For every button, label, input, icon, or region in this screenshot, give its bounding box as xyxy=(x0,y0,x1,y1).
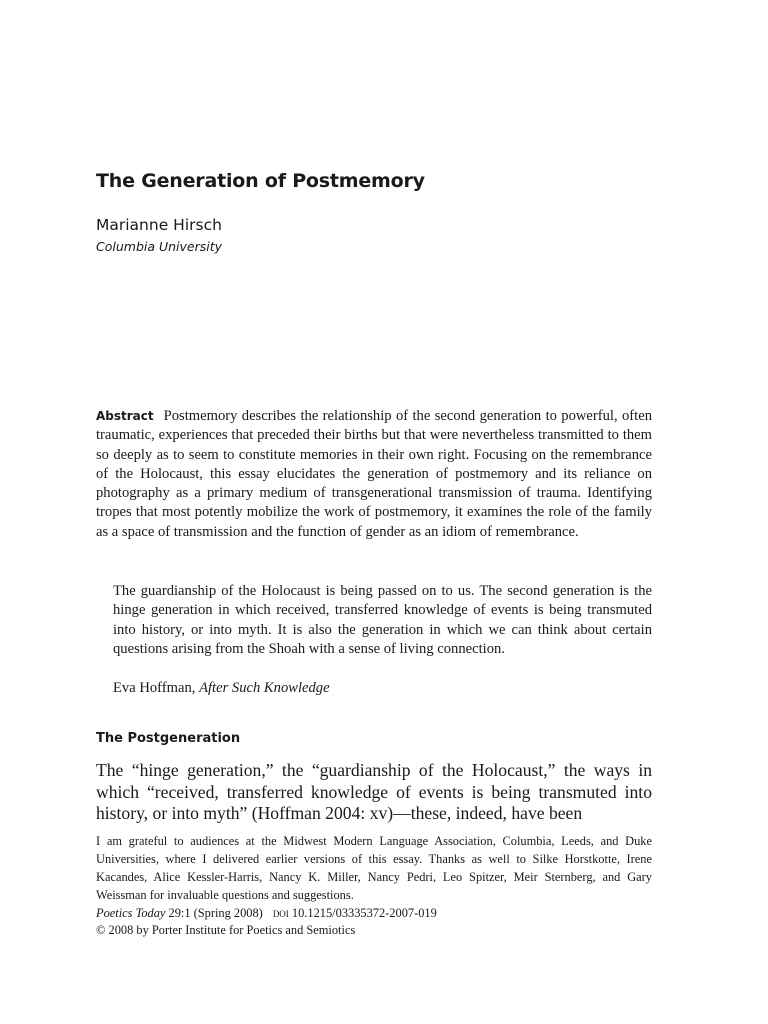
abstract-text: Postmemory describes the relationship of the second generation to powerful, often traumatic, experiences that preceded their births but that were nevertheless transmitted to them so deeply as to seem to constitute memories in their own right. Focusing on the remembrance of the Holocaust, this essay elucidates the generation of postmemory and its reliance on photography as a primary medium of transgenerational transmission of trauma. Identifying tropes that most potently mobilize the work of postmemory, it examines the role of the family as a space of transmission and the function of gender as an idiom of remembrance. xyxy=(96,408,652,540)
abstract xyxy=(96,407,652,542)
journal-name: Poetics Today xyxy=(96,906,166,920)
author-name: Marianne Hirsch xyxy=(96,216,222,234)
section-heading: The Postgeneration xyxy=(96,731,241,746)
epigraph-attribution xyxy=(113,679,330,698)
article-title: The Generation of Postmemory xyxy=(96,170,425,192)
article-page xyxy=(96,0,652,1024)
citation-line xyxy=(96,905,652,922)
body-paragraph: The “hinge generation,” the “guardianship of the Holocaust,” the ways in which “received, transferred knowledge of events is being transmuted into history, or into myth” (Hoffman 2004: xv)—these, indeed, have been xyxy=(96,760,652,823)
abstract-label: Abstract xyxy=(96,409,154,423)
author-affiliation: Columbia University xyxy=(96,239,223,254)
epigraph-source-author: Eva Hoffman, xyxy=(113,680,200,696)
doi-label: doi xyxy=(272,906,289,920)
copyright-line: © 2008 by Porter Institute for Poetics and Semiotics xyxy=(96,923,356,937)
acknowledgment-footnote: I am grateful to audiences at the Midwest Modern Language Association, Columbia, Leeds, and Duke Universities, where I delivered earlier versions of this essay. Thanks as well to Silke Horstkotte, Irene Kacandes, Alice Kessler-Harris, Nancy K. Miller, Nancy Pedri, Leo Spitzer, Meir Sternberg, and Gary Weissman for invaluable questions and suggestions. xyxy=(96,834,652,902)
journal-volume: 29:1 (Spring 2008) xyxy=(165,906,263,920)
epigraph-quote: The guardianship of the Holocaust is being passed on to us. The second generation is the hinge generation in which received, transferred knowledge of events is being transmuted into history, or into myth. It is also the generation in which we can think about certain questions arising from the Shoah with a sense of living connection. xyxy=(113,583,652,657)
epigraph-source-title: After Such Knowledge xyxy=(199,680,330,696)
doi-value: 10.1215/03335372-2007-019 xyxy=(288,906,437,920)
citation-block xyxy=(96,905,652,939)
